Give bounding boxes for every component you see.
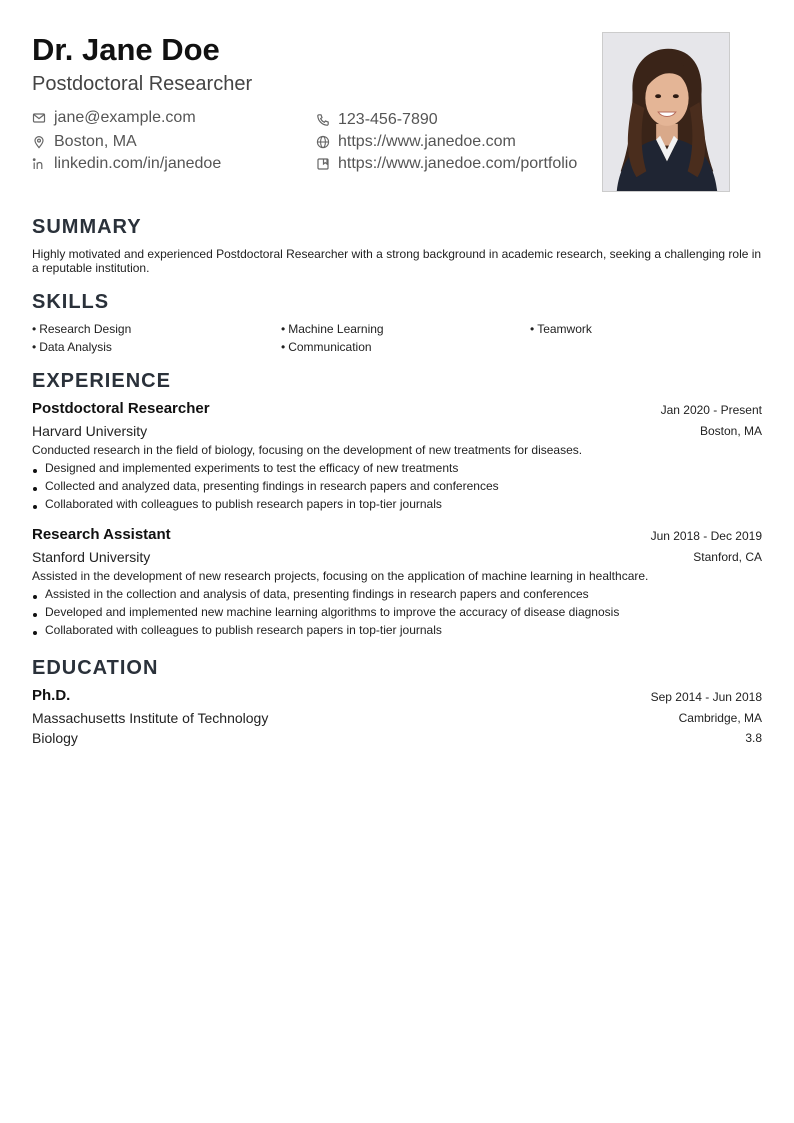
education-heading: EDUCATION — [32, 657, 159, 679]
location-text: Boston, MA — [54, 133, 137, 150]
school-name: Massachusetts Institute of Technology — [32, 710, 269, 726]
field-of-study: Biology — [32, 730, 78, 746]
phone-icon — [316, 113, 330, 127]
job-bullet: Assisted in the collection and analysis of data, presenting findings in research papers and conferences — [32, 587, 589, 601]
job-bullet: Collaborated with colleagues to publish research papers in top-tier journals — [32, 623, 442, 637]
mail-icon — [32, 111, 46, 125]
job-location: Stanford, CA — [693, 550, 762, 564]
linkedin-text: linkedin.com/in/janedoe — [54, 155, 222, 172]
skills-heading: SKILLS — [32, 291, 110, 313]
candidate-name: Dr. Jane Doe — [32, 32, 220, 67]
job-location: Boston, MA — [699, 424, 762, 438]
summary-heading: SUMMARY — [32, 216, 142, 238]
job-description: Assisted in the development of new research projects, focusing on the application of machine learning in healthcare. — [32, 569, 649, 583]
job-dates: Jun 2018 - Dec 2019 — [650, 529, 762, 543]
degree: Ph.D. — [32, 687, 71, 704]
skill-item: • Machine Learning — [281, 322, 384, 336]
skill-item: • Teamwork — [530, 322, 592, 336]
job-bullet: Collaborated with colleagues to publish research papers in top-tier journals — [32, 497, 442, 511]
candidate-title: Postdoctoral Researcher — [32, 73, 253, 95]
contact-phone[interactable] — [316, 110, 438, 130]
education-dates: Sep 2014 - Jun 2018 — [650, 690, 762, 704]
phone-text: 123-456-7890 — [338, 111, 438, 128]
contact-linkedin[interactable] — [32, 154, 221, 174]
portfolio-text: https://www.janedoe.com/portfolio — [338, 155, 578, 172]
contact-location — [32, 132, 137, 152]
skill-item: • Data Analysis — [32, 340, 112, 354]
job-bullet: Collected and analyzed data, presenting findings in research papers and conferences — [32, 479, 499, 493]
contact-website[interactable] — [316, 132, 516, 152]
job-bullet: Designed and implemented experiments to test the efficacy of new treatments — [32, 461, 458, 475]
summary-text: Highly motivated and experienced Postdoctoral Researcher with a strong background in academic research, seeking a challenging role in a reputable institution. — [32, 247, 762, 275]
linkedin-icon — [32, 157, 46, 171]
job-dates: Jan 2020 - Present — [660, 403, 762, 417]
job-organization: Harvard University — [32, 423, 148, 439]
experience-heading: EXPERIENCE — [32, 370, 171, 392]
portfolio-icon — [316, 157, 330, 171]
globe-icon — [316, 135, 330, 149]
profile-photo — [602, 32, 730, 192]
website-text: https://www.janedoe.com — [338, 133, 516, 150]
gpa: 3.8 — [745, 731, 762, 745]
job-title: Research Assistant — [32, 526, 171, 543]
skill-item: • Research Design — [32, 322, 131, 336]
contact-email[interactable] — [32, 108, 196, 128]
job-organization: Stanford University — [32, 549, 151, 565]
school-location: Cambridge, MA — [678, 711, 762, 725]
contact-portfolio[interactable] — [316, 154, 577, 174]
job-title: Postdoctoral Researcher — [32, 400, 210, 417]
skill-item: • Communication — [281, 340, 372, 354]
map-pin-icon — [32, 135, 46, 149]
job-bullet: Developed and implemented new machine learning algorithms to improve the accuracy of disease diagnosis — [32, 605, 619, 619]
email-text: jane@example.com — [54, 109, 196, 126]
job-description: Conducted research in the field of biology, focusing on the development of new treatments for diseases. — [32, 443, 583, 457]
